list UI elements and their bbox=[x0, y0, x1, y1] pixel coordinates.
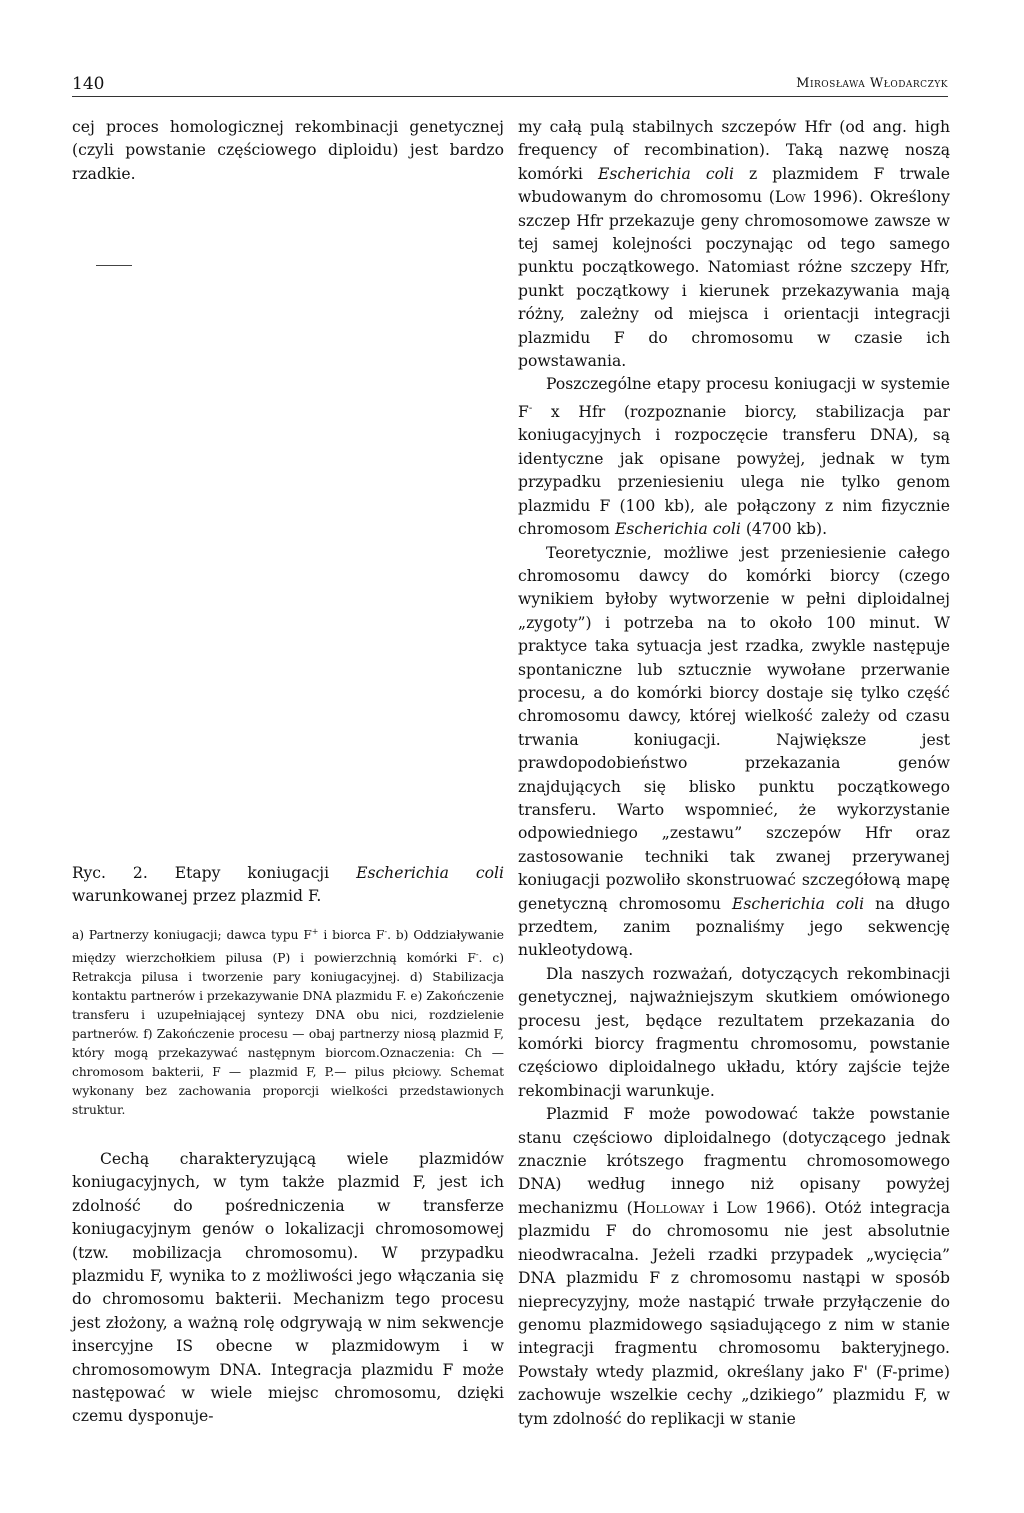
divider bbox=[96, 265, 132, 266]
caption-title: Ryc. 2. Etapy koniugacji Escherichia coli warunkowanej przez plazmid F. bbox=[72, 864, 504, 905]
paragraph: Plazmid F może powodować także powstanie stanu częściowo diploidalnego (dotyczącego jednak znacznie krótszego fragmentu chromosomowego DNA) według innego niż opisany powyżej mechanizmu (Holloway i Low 1966). Otóż integracja plazmidu F do chromosomu nie jest absolutnie nieodwracalna. Jeżeli rzadki przypadek „wycięcia” DNA plazmidu F z chromosomu nastąpi w sposób nieprecyzyjny, może nastąpić trwałe przyłączenie do genomu plazmidowego sąsiadującego z nim w stanie integracji fragmentu chromosomu bakteryjnego. Powstały wtedy plazmid, określany jako F' (F-prime) zachowuje wszelkie cechy „dzikiego” plazmidu F, w tym zdolność do replikacji w stanie bbox=[518, 1105, 950, 1428]
running-head-author: Mirosława Włodarczyk bbox=[796, 76, 948, 91]
species-name: Escherichia coli bbox=[597, 164, 734, 183]
paragraph: Teoretycznie, możliwe jest przeniesienie całego chromosomu dawcy do komórki biorcy (czego wynikiem byłoby wytworzenie w pełni diploidalnej „zygoty”) i potrzeba na to około 100 minut. W praktyce taka sytuacja jest rzadka, zwykle następuje spontaniczne lub sztucznie wywołane przerwanie procesu, a do komórki biorcy dostaje się tylko część chromosomu dawcy, której wielkość zależy od czasu trwania koniugacji. Największe jest prawdopodobieństwo przekazania genów znajdujących się blisko punktu początkowego transferu. Warto wspomnieć, że wykorzystanie odpowiedniego „zestawu” szczepów Hfr oraz zastosowanie techniki tak zwanej przerywanej koniugacji pozwoliło skonstruować szczegółową mapę genetyczną chromosomu Escherichia coli na długo przedtem, zanim poznaliśmy jego sekwencję nukleotydową. bbox=[518, 543, 950, 960]
paragraph: my całą pulą stabilnych szczepów Hfr (od ang. high frequency of recombination). Taką nazwę noszą komórki Escherichia coli z plazmidem F trwale wbudowanym do chromosomu (Low 1996). Określony szczep Hfr przekazuje geny chromosomowe zawsze w tej samej kolejności poczynając od tego samego punktu początkowego. Natomiast różne szczepy Hfr, punkt początkowy i kierunek przekazywania mają różny, zależny od miejsca i orientacji integracji plazmidu F do chromosomu w czasie ich powstawania. bbox=[518, 118, 950, 371]
paragraph: Cechą charakteryzującą wiele plazmidów koniugacyjnych, w tym także plazmid F, jest ich zdolność do pośredniczenia w transferze koniugacyjnym genów o lokalizacji chromosomowej (tzw. mobilizacja chromosomu). W przypadku plazmidu F, wynika to z możliwości jego włączania się do chromosomu bakterii. Mechanizm tego procesu jest złożony, a ważną rolę odgrywają w nim sekwencje insercyjne IS obecne w plazmidowym i w chromosomowym DNA. Integracja plazmidu F może następować w wiele miejsc chromosomu, dzięki czemu dysponuje- bbox=[72, 1150, 504, 1426]
right-column bbox=[518, 116, 950, 1431]
page-header bbox=[72, 74, 948, 97]
species-name: Escherichia coli bbox=[614, 520, 741, 539]
caption-label: Ryc. 2. bbox=[72, 864, 148, 882]
left-column-bottom bbox=[72, 1148, 504, 1429]
paragraph: Dla naszych rozważań, dotyczących rekombinacji genetycznej, najważniejszym skutkiem omówionego procesu jest, będące rezultatem przekazania do komórki biorcy fragmentu chromosomu, powstanie częściowo diploidalnego układu, który zajście tejże rekombinacji warunkuje. bbox=[518, 964, 950, 1100]
caption-body: a) Partnerzy koniugacji; dawca typu F+ i biorca F-. b) Oddziaływanie między wierzchołkiem pilusa (P) i powierzchnią komórki F-. c) Retrakcja pilusa i tworzenie pary koniugacyjnej. d) Stabilizacja kontaktu partnerów i przekazywanie DNA plazmidu F. e) Zakończenie transferu i uzupełniającej syntezy DNA obu nici, rozdzielenie partnerów. f) Zakończenie procesu — obaj partnerzy niosą plazmid F, który mogą przekazywać następnym biorcom.Oznaczenia: Ch — chromosom bakterii, F — plazmid F, P.— pilus płciowy. Schemat wykonany bez zachowania proporcji wielkości przedstawionych struktur. bbox=[72, 927, 504, 1118]
species-name: Escherichia coli bbox=[356, 864, 504, 882]
figure-area bbox=[72, 280, 504, 850]
page-number: 140 bbox=[72, 74, 105, 94]
paragraph: cej proces homologicznej rekombinacji genetycznej (czyli powstanie częściowego diploidu) jest bardzo rzadkie. bbox=[72, 118, 504, 183]
species-name: Escherichia coli bbox=[732, 894, 865, 913]
left-column-top bbox=[72, 116, 504, 186]
figure-caption bbox=[72, 862, 504, 1120]
paragraph: Poszczególne etapy procesu koniugacji w systemie F- x Hfr (rozpoznanie biorcy, stabilizacja par koniugacyjnych i rozpoczęcie transferu DNA), są identyczne jak opisane powyżej, jednak w tym przypadku przeniesieniu ulega nie tylko genom plazmidu F (100 kb), ale połączony z nim fizycznie chromosom Escherichia coli (4700 kb). bbox=[518, 375, 950, 539]
